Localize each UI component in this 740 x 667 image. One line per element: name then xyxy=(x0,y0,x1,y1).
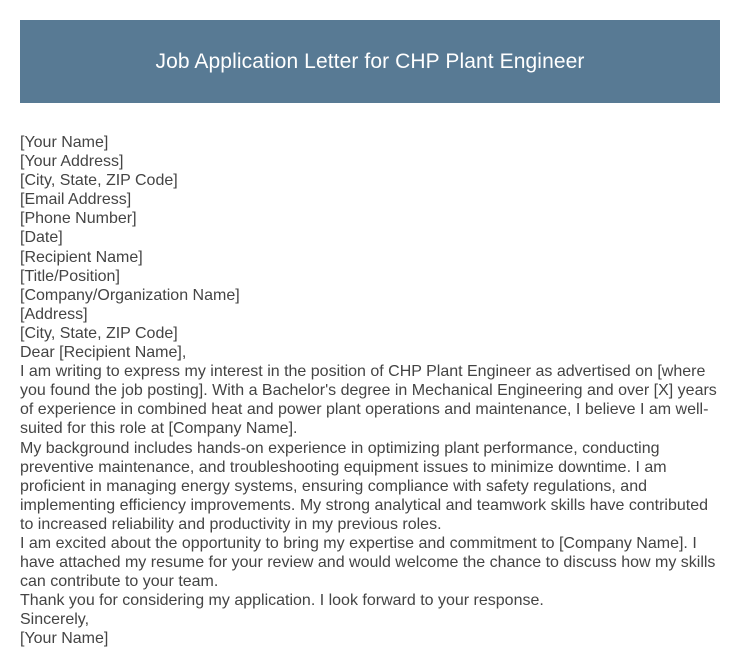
letter-date: [Date] xyxy=(20,229,63,247)
page-header xyxy=(20,20,720,103)
recipient-title: [Title/Position] xyxy=(20,267,120,285)
paragraph-intro: I am writing to express my interest in the position of CHP Plant Engineer as advertised on [where you found the job posting]. With a Bachelor's degree in Mechanical Engineering and over [X] years of experience in combined heat and power plant operations and maintenance, I believe I am well-suited for this role at [Company Name]. xyxy=(20,363,717,438)
signature: [Your Name] xyxy=(20,630,109,648)
sender-address: [Your Address] xyxy=(20,153,124,171)
letter-body xyxy=(20,133,722,649)
recipient-block xyxy=(20,248,722,343)
sender-name: [Your Name] xyxy=(20,134,109,151)
paragraph-thanks: Thank you for considering my application. I look forward to your response. xyxy=(20,592,544,610)
paragraph-motivation: I am excited about the opportunity to bring my expertise and commitment to [Company Name]. I have attached my resume for your review and would welcome the chance to discuss how my skills can contribute to your team. xyxy=(20,534,716,591)
sender-email: [Email Address] xyxy=(20,191,132,209)
sender-phone: [Phone Number] xyxy=(20,210,137,228)
page-title: Job Application Letter for CHP Plant Engineer xyxy=(155,49,585,73)
recipient-address: [Address] xyxy=(20,305,88,323)
paragraph-background: My background includes hands-on experience in optimizing plant performance, conducting preventive maintenance, and troubleshooting equipment issues to minimize downtime. I am proficient in managing energy systems, ensuring compliance with safety regulations, and implementing efficiency improvements. My strong analytical and teamwork skills have contributed to increased reliability and productivity in my previous roles. xyxy=(20,439,709,533)
sender-city-state-zip: [City, State, ZIP Code] xyxy=(20,172,178,190)
salutation: Dear [Recipient Name], xyxy=(20,344,187,362)
sender-block xyxy=(20,133,722,248)
recipient-company: [Company/Organization Name] xyxy=(20,286,240,304)
recipient-name: [Recipient Name] xyxy=(20,248,143,266)
closing: Sincerely, xyxy=(20,611,90,629)
recipient-city-state-zip: [City, State, ZIP Code] xyxy=(20,324,178,342)
